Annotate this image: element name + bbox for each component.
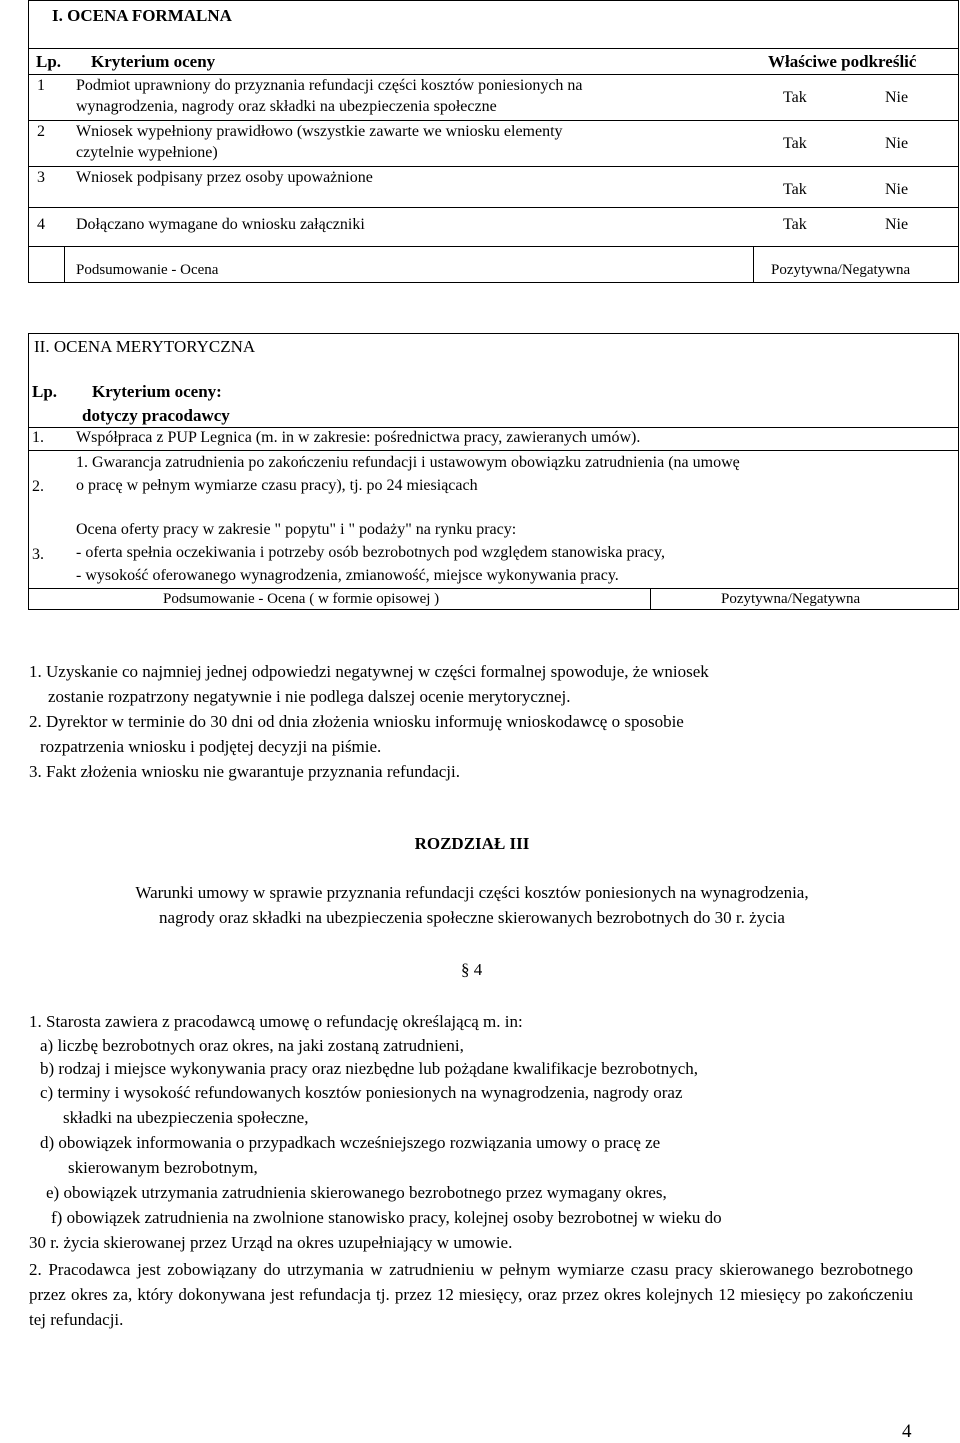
chapter-subtitle: nagrody oraz składki na ubezpieczenia społeczne skierowanych bezrobotnych do 30 r. życia: [159, 908, 785, 927]
option-no[interactable]: Nie: [885, 89, 909, 106]
formal-summary-value[interactable]: Pozytywna/Negatywna: [771, 262, 911, 278]
note-1: 1. Uzyskanie co najmniej jednej odpowiedzi negatywnej w części formalnej spowoduje, że wniosek: [29, 662, 709, 681]
divider: [28, 74, 959, 75]
col-criterion: Kryterium oceny:: [92, 382, 222, 401]
option-yes[interactable]: Tak: [783, 216, 807, 233]
note-1-cont: zostanie rozpatrzony negatywnie i nie podlega dalszej ocenie merytorycznej.: [48, 687, 571, 706]
formal-summary-label: Podsumowanie - Ocena: [76, 262, 219, 278]
list-item-cont: 30 r. życia skierowanej przez Urząd na okres uzupełniający w umowie.: [29, 1233, 513, 1252]
body-intro: 1. Starosta zawiera z pracodawcą umowę o refundację określającą m. in:: [29, 1012, 523, 1031]
list-item: e) obowiązek utrzymania zatrudnienia skierowanego bezrobotnego przez wymagany okres,: [46, 1183, 667, 1202]
col-lp: Lp.: [32, 382, 58, 401]
list-item: f) obowiązek zatrudnienia na zwolnione stanowisko pracy, kolejnej osoby bezrobotnej w wieku do: [51, 1208, 722, 1227]
list-item: c) terminy i wysokość refundowanych kosztów poniesionych na wynagrodzenia, nagrody oraz: [40, 1083, 683, 1102]
chapter-title: ROZDZIAŁ III: [414, 834, 530, 853]
divider: [28, 48, 959, 49]
note-2: 2. Dyrektor w terminie do 30 dni od dnia złożenia wniosku informuję wnioskodawcę o sposobie: [29, 712, 684, 731]
row-number: 1.: [32, 429, 44, 446]
row-criterion-line: o pracę w pełnym wymiarze czasu pracy), tj. po 24 miesiącach: [76, 477, 478, 494]
chapter-subtitle: Warunki umowy w sprawie przyznania refundacji części kosztów poniesionych na wynagrodzenia,: [135, 883, 809, 902]
row-number: 3: [37, 169, 45, 186]
row-criterion-line: Wniosek wypełniony prawidłowo (wszystkie zawarte we wniosku elementy: [76, 123, 563, 140]
page-number: 4: [902, 1421, 912, 1442]
row-criterion-line: czytelnie wypełnione): [76, 144, 218, 161]
divider: [28, 207, 959, 208]
divider: [28, 166, 959, 167]
col-underline: Właściwe podkreślić: [768, 52, 917, 71]
row-number: 1: [37, 77, 45, 94]
body-paragraph-2: 2. Pracodawca jest zobowiązany do utrzymania w zatrudnieniu w pełnym wymiarze czasu pracy skierowanego bezrobotnego przez okres za, który dokonywana jest refundacja tj. przez 12 miesięcy, oraz przez okres kolejnych 12 miesięcy po zakończeniu tej refundacji.: [29, 1260, 913, 1329]
list-item: d) obowiązek informowania o przypadkach wcześniejszego rozwiązania umowy o pracę ze: [40, 1133, 661, 1152]
option-no[interactable]: Nie: [885, 181, 909, 198]
divider: [753, 246, 754, 283]
merit-summary-value[interactable]: Pozytywna/Negatywna: [721, 591, 861, 607]
row-criterion-line: - wysokość oferowanego wynagrodzenia, zmianowość, miejsce wykonywania pracy.: [76, 567, 619, 584]
row-criterion-line: - oferta spełnia oczekiwania i potrzeby osób bezrobotnych pod względem stanowiska pracy,: [76, 544, 665, 561]
divider: [28, 427, 959, 428]
row-criterion-line: 1. Gwarancja zatrudnienia po zakończeniu refundacji i ustawowym obowiązku zatrudnienia (na umowę: [76, 454, 740, 471]
row-criterion-line: Podmiot uprawniony do przyznania refundacji części kosztów poniesionych na: [76, 77, 583, 94]
note-2-cont: rozpatrzenia wniosku i podjętej decyzji na piśmie.: [40, 737, 382, 756]
col-criterion-sub: dotyczy pracodawcy: [82, 406, 230, 425]
row-number: 3.: [32, 546, 44, 563]
section2-header: II. OCENA MERYTORYCZNA: [34, 337, 256, 356]
divider: [28, 120, 959, 121]
note-3: 3. Fakt złożenia wniosku nie gwarantuje przyznania refundacji.: [29, 762, 460, 781]
divider: [28, 588, 959, 589]
divider: [28, 246, 959, 247]
row-criterion-line: Współpraca z PUP Legnica (m. in w zakresie: pośrednictwa pracy, zawieranych umów).: [76, 429, 641, 446]
option-yes[interactable]: Tak: [783, 181, 807, 198]
option-yes[interactable]: Tak: [783, 89, 807, 106]
list-item-cont: składki na ubezpieczenia społeczne,: [63, 1108, 309, 1127]
col-lp: Lp.: [36, 52, 62, 71]
option-no[interactable]: Nie: [885, 135, 909, 152]
row-criterion-line: wynagrodzenia, nagrody oraz składki na ubezpieczenia społeczne: [76, 98, 497, 115]
row-number: 2.: [32, 478, 44, 495]
list-item-cont: skierowanym bezrobotnym,: [68, 1158, 258, 1177]
row-criterion-line: Ocena oferty pracy w zakresie " popytu" i " podaży" na rynku pracy:: [76, 521, 517, 538]
paragraph-mark: § 4: [461, 960, 483, 979]
row-criterion-line: Dołączano wymagane do wniosku załączniki: [76, 216, 365, 233]
row-criterion-line: Wniosek podpisany przez osoby upoważnione: [76, 169, 373, 186]
col-criterion: Kryterium oceny: [91, 52, 216, 71]
divider: [28, 450, 959, 451]
option-no[interactable]: Nie: [885, 216, 909, 233]
list-item: a) liczbę bezrobotnych oraz okres, na jaki zostaną zatrudnieni,: [40, 1036, 464, 1055]
divider: [650, 588, 651, 610]
formal-evaluation-table: [28, 0, 959, 283]
section1-header: I. OCENA FORMALNA: [52, 6, 232, 25]
divider: [64, 246, 65, 283]
merit-summary-label: Podsumowanie - Ocena ( w formie opisowej ): [163, 591, 440, 607]
list-item: b) rodzaj i miejsce wykonywania pracy oraz niezbędne lub pożądane kwalifikacje bezrobotnych,: [40, 1059, 698, 1078]
row-number: 4: [37, 216, 45, 233]
option-yes[interactable]: Tak: [783, 135, 807, 152]
row-number: 2: [37, 123, 45, 140]
